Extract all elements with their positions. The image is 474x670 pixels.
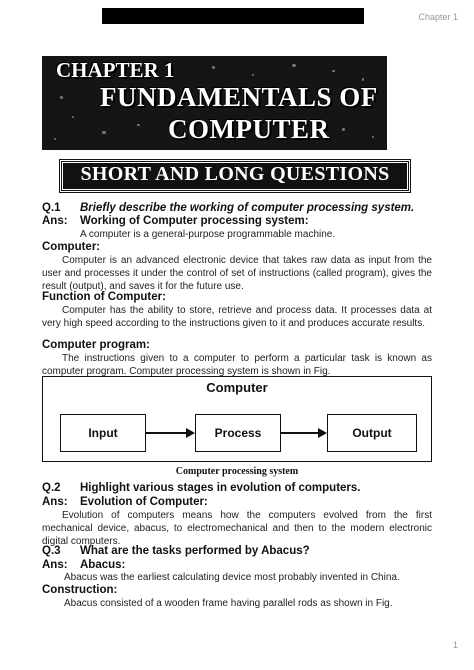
q2-ans-label: Ans: bbox=[42, 496, 68, 508]
running-header: Chapter 1 bbox=[418, 12, 458, 22]
q1-question: Briefly describe the working of computer processing system. bbox=[80, 202, 415, 214]
arrowhead-1 bbox=[186, 428, 195, 438]
arrowhead-2 bbox=[318, 428, 327, 438]
input-box: Input bbox=[60, 414, 146, 452]
header-black-bar bbox=[102, 8, 364, 24]
output-box: Output bbox=[327, 414, 417, 452]
q3-ans-text: Abacus was the earliest calculating device most probably invented in China. bbox=[64, 572, 400, 583]
q1-number: Q.1 bbox=[42, 202, 61, 214]
q1-ans-heading: Working of Computer processing system: bbox=[80, 215, 309, 227]
program-text: The instructions given to a computer to perform a particular task is known as computer program. Computer processing system is shown in Fig. bbox=[42, 353, 432, 377]
q3-question: What are the tasks performed by Abacus? bbox=[80, 545, 310, 557]
arrow-process-output bbox=[281, 432, 319, 434]
arrow-input-process bbox=[146, 432, 186, 434]
q2-ans-heading: Evolution of Computer: bbox=[80, 496, 208, 508]
computer-text: Computer is an advanced electronic device that takes raw data as input from the user and processes it under the control of set of instructions (called program), gives the result (output), and saves it for the future use. bbox=[42, 255, 432, 292]
q1-ans-text: A computer is a general-purpose programmable machine. bbox=[80, 229, 336, 240]
q3-ans-label: Ans: bbox=[42, 559, 68, 571]
q2-question: Highlight various stages in evolution of computers. bbox=[80, 482, 361, 494]
q2-text: Evolution of computers means how the computers evolved from the first mechanical device, abacus, to electromechanical and then to the modern electronic digital computers. bbox=[42, 510, 432, 547]
chapter-banner bbox=[42, 56, 387, 150]
section-title: SHORT AND LONG QUESTIONS bbox=[80, 163, 390, 185]
q2-number: Q.2 bbox=[42, 482, 61, 494]
diagram-title: Computer bbox=[206, 380, 268, 395]
program-heading: Computer program: bbox=[42, 339, 150, 351]
chapter-number: CHAPTER 1 bbox=[56, 58, 175, 82]
page-number: 1 bbox=[452, 640, 458, 650]
q3-ans-heading: Abacus: bbox=[80, 559, 126, 571]
chapter-title-line1: FUNDAMENTALS OF bbox=[100, 82, 378, 112]
function-heading: Function of Computer: bbox=[42, 291, 166, 303]
q3-number: Q.3 bbox=[42, 545, 61, 557]
computer-heading: Computer: bbox=[42, 241, 101, 253]
chapter-title-line2: COMPUTER bbox=[168, 114, 330, 144]
diagram-caption: Computer processing system bbox=[175, 466, 299, 477]
construction-heading: Construction: bbox=[42, 584, 118, 596]
q1-ans-label: Ans: bbox=[42, 215, 68, 227]
construction-text: Abacus consisted of a wooden frame having parallel rods as shown in Fig. bbox=[64, 598, 393, 609]
function-text: Computer has the ability to store, retrieve and process data. It processes data at very high speed according to the instructions given to it and produces accurate results. bbox=[42, 305, 432, 329]
process-box: Process bbox=[195, 414, 281, 452]
